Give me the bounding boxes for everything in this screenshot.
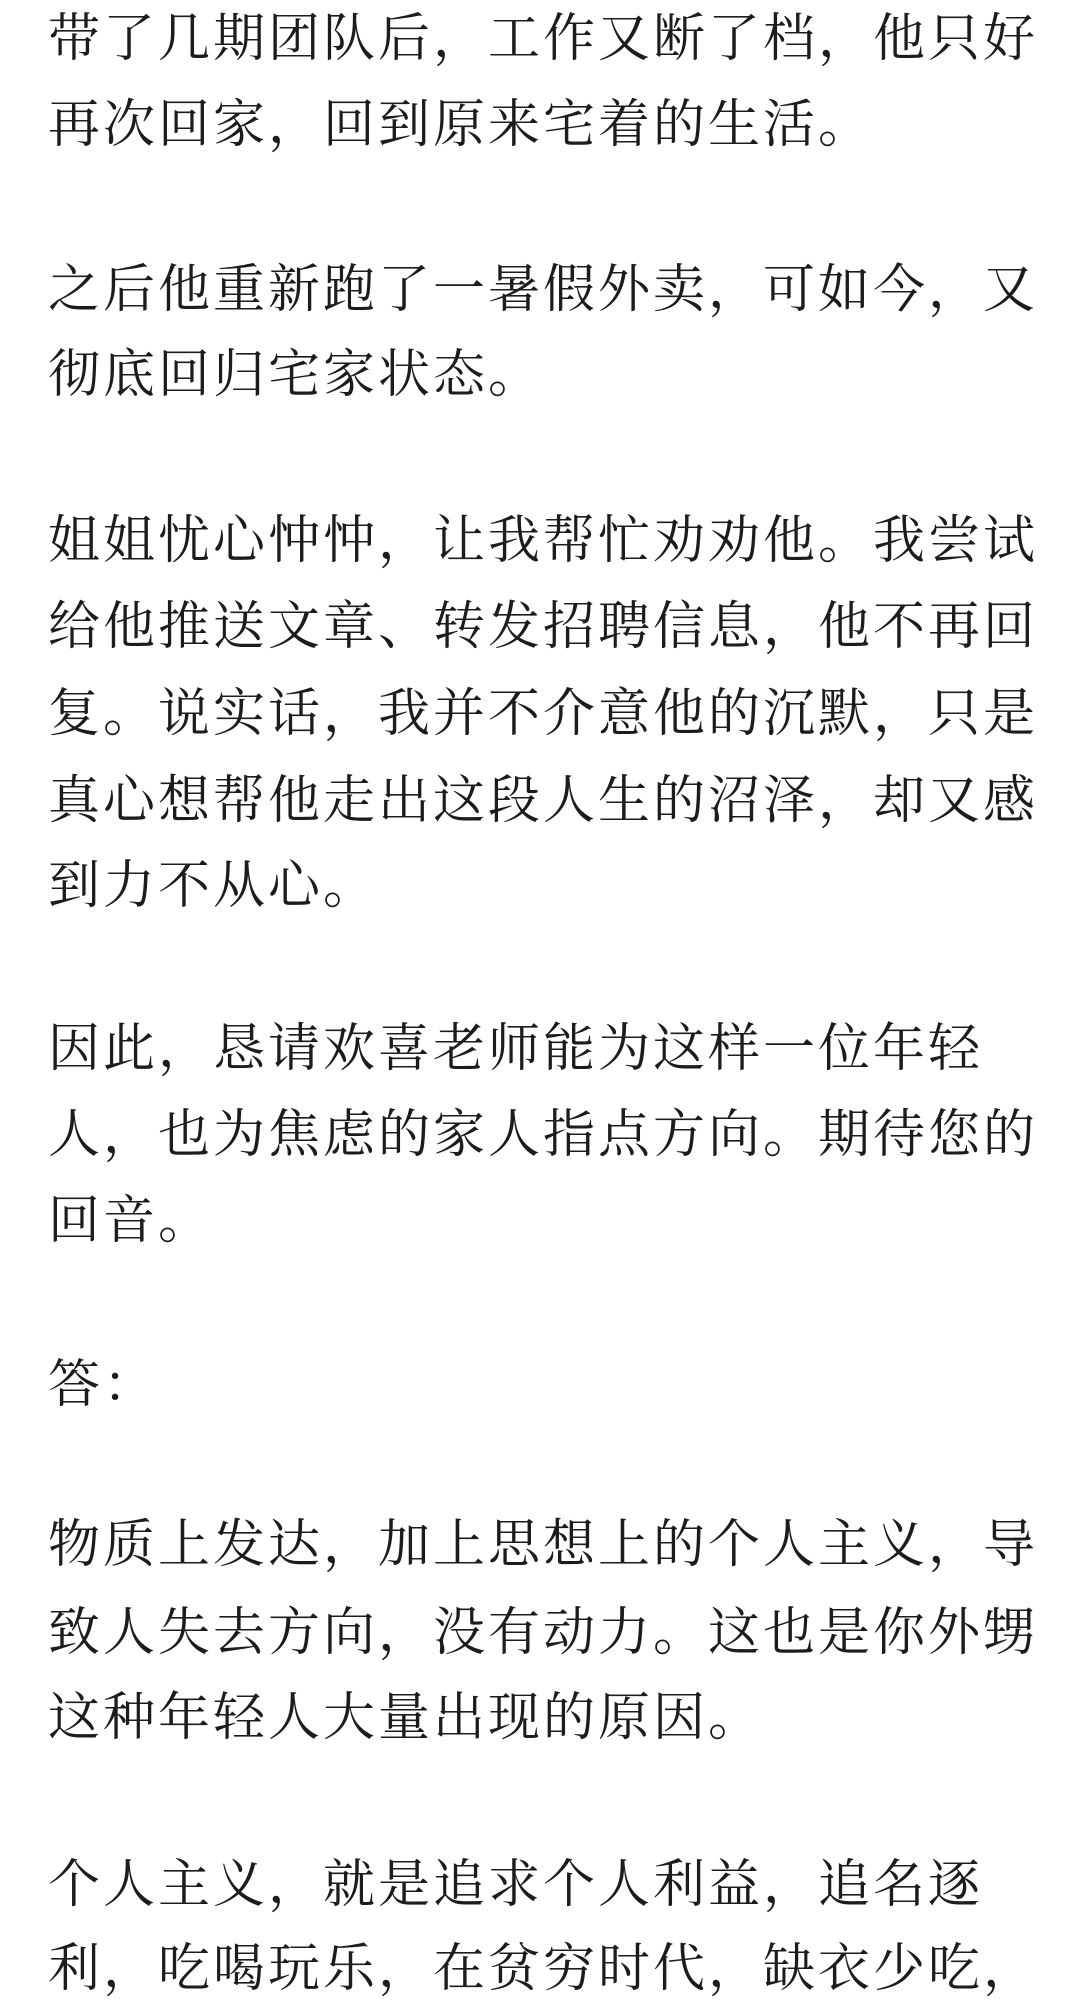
text-line: 个人主义，就是追求个人利益，追名逐 xyxy=(48,1855,984,1915)
text-line: 之后他重新跑了一暑假外卖，可如今，又 xyxy=(48,260,1039,320)
text-line: 致人失去方向，没有动力。这也是你外甥 xyxy=(48,1603,1039,1663)
text-line: 给他推送文章、转发招聘信息，他不再回 xyxy=(48,597,1039,657)
text-line: 姐姐忧心忡忡，让我帮忙劝劝他。我尝试 xyxy=(48,511,1039,571)
answer-label: 答： xyxy=(48,1355,159,1415)
text-line: 回音。 xyxy=(48,1191,214,1251)
text-line: 彻底回归宅家状态。 xyxy=(48,345,544,405)
text-line: 到力不从心。 xyxy=(48,856,379,916)
text-line: 真心想帮他走出这段人生的沼泽，却又感 xyxy=(48,771,1039,831)
text-line: 因此，恳请欢喜老师能为这样一位年轻 xyxy=(48,1019,984,1079)
text-line: 带了几期团队后，工作又断了档，他只好 xyxy=(48,9,1039,69)
text-line: 再次回家，回到原来宅着的生活。 xyxy=(48,95,874,155)
text-line: 利，吃喝玩乐，在贫穷时代，缺衣少吃， xyxy=(48,1939,1039,1999)
text-line: 这种年轻人大量出现的原因。 xyxy=(48,1688,764,1748)
text-line: 复。说实话，我并不介意他的沉默，只是 xyxy=(48,684,1039,744)
text-line: 人，也为焦虑的家人指点方向。期待您的 xyxy=(48,1105,1039,1165)
text-line: 物质上发达，加上思想上的个人主义，导 xyxy=(48,1515,1039,1575)
